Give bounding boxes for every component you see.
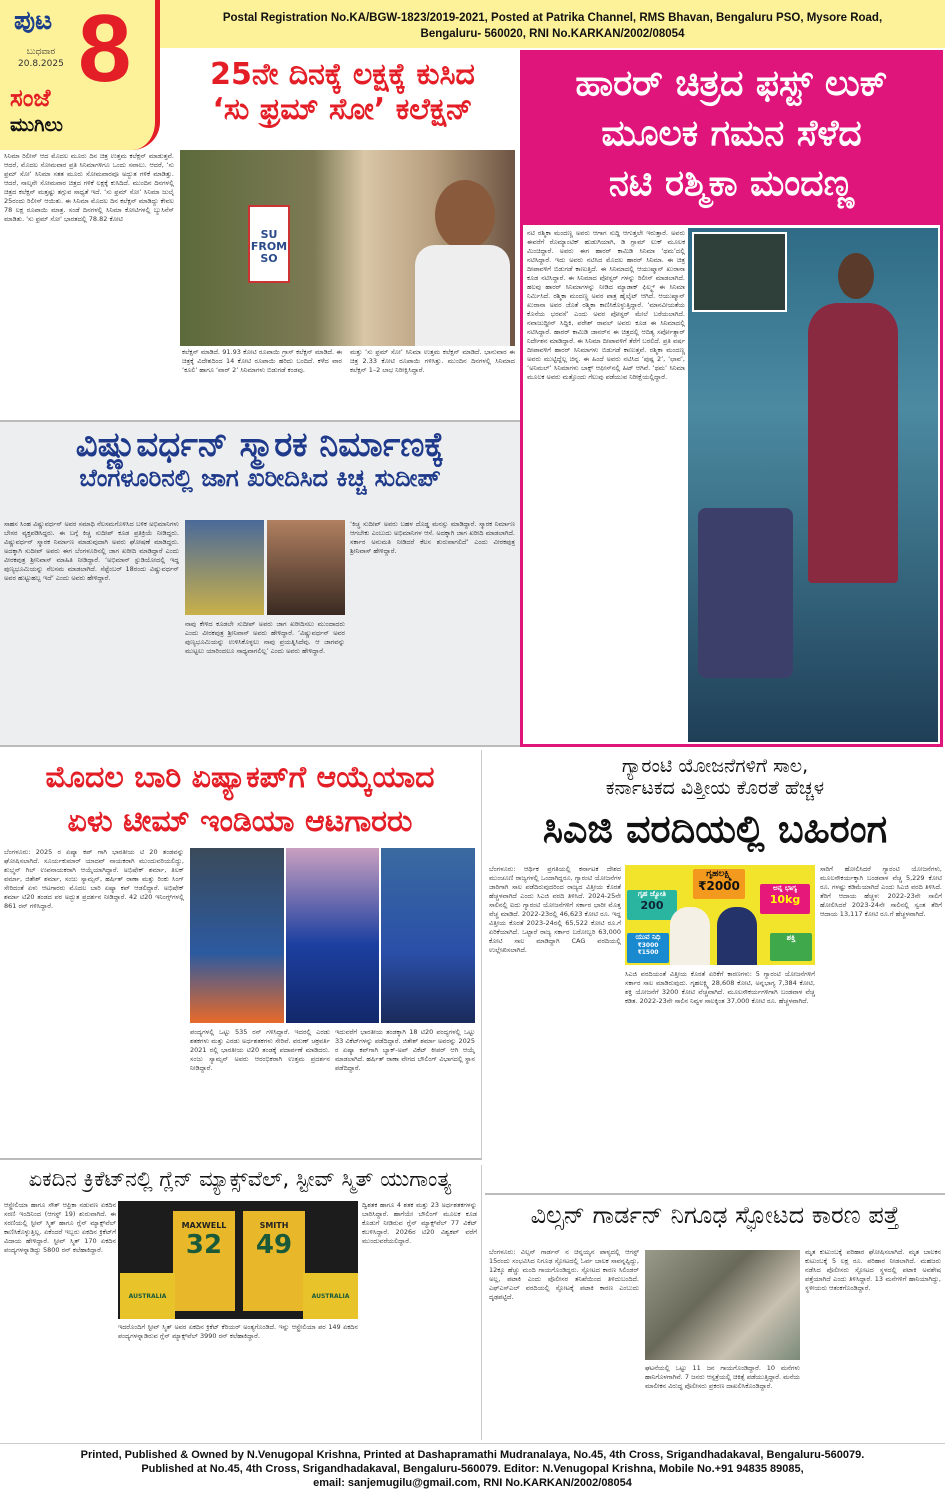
card-title: ಯುವ ನಿಧಿ [635,933,661,941]
actress-photo [688,228,938,742]
paper-title-line1: ಸಂಜೆ [10,84,51,112]
article-body: ಮತ್ತು ‘ಸು ಫ್ರಮ್ ಸೋ’ ಸಿನಿಮಾ ಉತ್ತಮ ಕಲೆಕ್ಷನ್ ಮಾಡಿದೆ. ಭಾನುವಾರ ಈ ಚಿತ್ರ 2.33 ಕೋಟಿ ರೂಪಾಯಿ ಗಳಿಸಿತ್ತು. ಮುಂದಿನ ದಿನಗಳಲ್ಲಿ ಸಿನಿಮಾದ ಕಲೆಕ್ಷನ್ 1–2 ಲಾಭ ನಿರೀಕ್ಷಿಸಿದ್ದಾರೆ. [350,348,515,374]
guarantee-infographic [625,865,815,965]
headline-line1: ವಿಷ್ಣುವರ್ಧನ್ ಸ್ಮಾರಕ ನಿರ್ಮಾಣಕ್ಕೆ [75,425,445,465]
postal-line2: Bengaluru- 560020, RNI No.KARKAN/2002/08054 [420,28,685,40]
article-body: ಘಟನೆಯಲ್ಲಿ ಒಟ್ಟು 11 ಜನ ಗಾಯಗೊಂಡಿದ್ದಾರೆ. 10 ಮನೆಗಳು ಹಾನಿಗೊಳಗಾಗಿವೆ. 7 ಜನರು ಆಸ್ಪತ್ರೆಯಲ್ಲಿ ಚಿಕಿತ್ಸೆ ಪಡೆಯುತ್ತಿದ್ದಾರೆ. ಮನೆಯ ಮಾಲೀಕನ ವಿರುದ್ಧ ಪೊಲೀಸರು ಪ್ರಕರಣ ದಾಖಲಿಸಿಕೊಂಡಿದ್ದಾರೆ. [645,1364,800,1390]
article-body: ಬೆಂಗಳೂರು: 2025 ರ ಏಷ್ಯಾ ಕಪ್ ಗಾಗಿ ಭಾರತೀಯ ಟಿ 20 ತಂಡವನ್ನು ಘೋಷಿಸಲಾಗಿದೆ. ಸೂರ್ಯಕುಮಾರ್ ಯಾದವ್ ನಾಯಕರಾಗಿ ಮುಂದುವರಿಯಲಿದ್ದು, ಶುಭ್ಮನ್ ಗಿಲ್ ಉಪನಾಯಕರಾಗಿ ಆಯ್ಕೆಯಾಗಿದ್ದಾರೆ. ಅಭಿಷೇಕ್ ಶರ್ಮಾ, ತಿಲಕ್ ವರ್ಮಾ, ಜಿತೇಶ್ ಶರ್ಮಾ, ಸಂಜು ಸ್ಯಾಮ್ಸನ್, ಹರ್ಷಿತ್ ರಾಣಾ ಮತ್ತು ರಿಂಕು ಸಿಂಗ್ ಸೇರಿದಂತೆ ಏಳು ಆಟಗಾರರು ಮೊದಲ ಬಾರಿ ಏಷ್ಯಾ ಕಪ್ ಆಡಲಿದ್ದಾರೆ. ಅಭಿಷೇಕ್ ಶರ್ಮಾ ಟಿ20 ತಂಡದ ಪರ ಅದ್ಭುತ ಪ್ರದರ್ಶನ ನೀಡಿದ್ದಾರೆ. 42 ಟಿ20 ಇನಿಂಗ್ಸ್‌ಗಳಲ್ಲಿ 861 ರನ್ ಗಳಿಸಿದ್ದಾರೆ. [4,848,184,910]
article-body: ಬೆಂಗಳೂರು: ಆರ್ಥಿಕ ಪ್ರಗತಿಯಲ್ಲಿ ಕರ್ನಾಟಕ ದೇಶದ ಮುಂಚೂಣಿ ರಾಜ್ಯಗಳಲ್ಲಿ ಒಂದಾಗಿದ್ದರೂ, ಗ್ಯಾರಂಟಿ ಯೋಜನೆಗಳ ಜಾರಿಗಾಗಿ ಸಾಲ ಪಡೆದಿರುವುದರಿಂದ ರಾಜ್ಯದ ವಿತ್ತೀಯ ಕೊರತೆ ಹೆಚ್ಚಳವಾಗಿದೆ ಎಂದು ಸಿಎಜಿ ವರದಿ ತಿಳಿಸಿದೆ. 2024-25ನೇ ಸಾಲಿನಲ್ಲಿ ಐದು ಗ್ಯಾರಂಟಿ ಯೋಜನೆಗಳಿಗೆ ಸರ್ಕಾರ ಭಾರೀ ಮೊತ್ತ ವೆಚ್ಚ ಮಾಡಿದೆ. 2022-23ರಲ್ಲಿ 46,623 ಕೋಟಿ ರೂ. ಇದ್ದ ವಿತ್ತೀಯ ಕೊರತೆ 2023-24ರಲ್ಲಿ 65,522 ಕೋಟಿ ರೂ.ಗೆ ಏರಿಕೆಯಾಗಿದೆ. ಒಟ್ಟಾರೆ ರಾಜ್ಯ ಸರ್ಕಾರ ಬರೋಬ್ಬರಿ 63,000 ಕೋಟಿ ಸಾಲ ಮಾಡಿದ್ದಾಗಿ CAG ವರದಿಯಲ್ಲಿ ಉಲ್ಲೇಖಿಸಲಾಗಿದೆ. [489,865,621,954]
article-cag-report [485,750,945,1195]
jersey-number: 32 [185,1230,223,1260]
article-body: ಮೃತ ಕುಟುಂಬಕ್ಕೆ ಪರಿಹಾರ ಘೋಷಿಸಲಾಗಿದೆ. ಮೃತ ಬಾಲಕನ ಕುಟುಂಬಕ್ಕೆ 5 ಲಕ್ಷ ರೂ. ಪರಿಹಾರ ನೀಡಲಾಗಿದೆ. ಮಹಜರು ನಡೆಸಿದ ಪೊಲೀಸರು ಸ್ಫೋಟದ ಸ್ಥಳದಲ್ಲಿ ಪಟಾಕಿ ಅವಶೇಷ ಪತ್ತೆಯಾಗಿದೆ ಎಂದು ತಿಳಿಸಿದ್ದಾರೆ. 13 ಮನೆಗಳಿಗೆ ಹಾನಿಯಾಗಿದ್ದು, ಸ್ಥಳೀಯರು ಆತಂಕಗೊಂಡಿದ್ದಾರೆ. [805,1248,941,1292]
footer-line1: Printed, Published & Owned by N.Venugopal Krishna, Printed at Dashapramathi Mudranalaya, No.45, 4th Cross, Srigandhadakaval, Bengaluru-560079. [80,1449,865,1461]
person-cm [670,907,710,965]
headline [0,756,480,844]
headline-line2: ಬೆಂಗಳೂರಿನಲ್ಲಿ ಜಾಗ ಖರೀದಿಸಿದ ಕಿಚ್ಚ ಸುದೀಪ್ [79,464,441,493]
article-body: ನಾವು ಕೇಳಿದ ಕೂಡಲೇ ಸುದೀಪ್ ಅವರು ಜಾಗ ಖರೀದಿಸಲು ಮುಂದಾದರು ಎಂದು ವೀರಕಪುತ್ರ ಶ್ರೀನಿವಾಸ್ ಅವರು ಹೇಳಿದ್ದಾರೆ. ‘ವಿಷ್ಣುವರ್ಧನ್ ಅವರ ಪುಣ್ಯಭೂಮಿಯನ್ನು ಉಳಿಸಿಕೊಳ್ಳಲು ನಾವು ಪ್ರಯತ್ನಿಸಿದೆವು. ಆ ಜಾಗವನ್ನು ಮುಟ್ಟಲು ಯಾರಿಂದಲೂ ಸಾಧ್ಯವಾಗಲಿಲ್ಲ’ ಎಂದು ಅವರು ಹೇಳಿದ್ದಾರೆ. [185,620,345,655]
card-value: ₹3000 ₹1500 [637,942,659,956]
player-photo [381,848,475,1023]
article-body: ಸಿಎಜಿ ವರದಿಯಂತೆ ವಿತ್ತೀಯ ಕೊರತೆ ಏರಿಕೆಗೆ ಕಾರಣಗಳು: 5 ಗ್ಯಾರಂಟಿ ಯೋಜನೆಗಳಿಗೆ ಸರ್ಕಾರ ಸಾಲ ಮಾಡಿರುವುದು. ಗೃಹಲಕ್ಷ್ಮಿ 28,608 ಕೋಟಿ, ಅನ್ನಭಾಗ್ಯ 7,384 ಕೋಟಿ, ಶಕ್ತಿ ಯೋಜನೆಗೆ 3200 ಕೋಟಿ ವೆಚ್ಚವಾಗಿದೆ. ಮೂಲಸೌಕರ್ಯಗಳಿಗಾಗಿ ಬಂಡವಾಳ ವೆಚ್ಚ ಕಡಿತ. 2022-23ನೇ ಸಾಲಿನ ನಿವ್ವಳ ಸಾಲಕ್ಕಿಂತ 37,000 ಕೋಟಿ ರೂ. ಹೆಚ್ಚಳವಾಗಿದೆ. [625,970,815,1005]
article-rashmika [520,50,943,747]
page-number: 8 [78,0,132,102]
card-value: ₹2000 [698,879,740,893]
headline-line2: ಮೂಲಕ ಗಮನ ಸೆಳೆದ [601,113,862,154]
article-body: ಇದುವರೆಗೆ ಭಾರತೀಯ ತಂಡಕ್ಕಾಗಿ 18 ಟಿ20 ಪಂದ್ಯಗಳಲ್ಲಿ ಒಟ್ಟು 33 ವಿಕೆಟ್‌ಗಳನ್ನು ಪಡೆದಿದ್ದಾರೆ. ಜಿತೇಶ್ ಶರ್ಮಾ ಅವರನ್ನು 2025 ರ ಏಷ್ಯಾ ಕಪ್‌ಗಾಗಿ ಬ್ಯಾಕ್-ಅಪ್ ವಿಕೆಟ್ ಕೀಪರ್ ಆಗಿ ಆಯ್ಕೆ ಮಾಡಲಾಗಿದೆ. ಹರ್ಷಿತ್ ರಾಣಾ ವೇಗದ ಬೌಲಿಂಗ್ ವಿಭಾಗದಲ್ಲಿ ಸ್ಥಾನ ಪಡೆದಿದ್ದಾರೆ. [335,1028,475,1072]
headline-line2: ‘ಸು ಫ್ರಮ್ ಸೋ’ ಕಲೆಕ್ಷನ್ [212,91,473,127]
headline: ಸಿಎಜಿ ವರದಿಯಲ್ಲಿ ಬಹಿರಂಗ [542,807,888,851]
film-still-photo [180,150,515,346]
headline-line1: ಮೊದಲ ಬಾರಿ ಏಷ್ಯಾಕಪ್‌ಗೆ ಆಯ್ಕೆಯಾದ [45,760,435,795]
article-wilson-garden [485,1200,945,1440]
headline [523,59,940,209]
card-value: 10kg [769,893,801,906]
article-body: ಆಸ್ಟ್ರೇಲಿಯಾ ಹಾಗೂ ಸೌತ್ ಆಫ್ರಿಕಾ ನಡುವಣ ಏಕದಿನ ಸರಣಿ ಇಂದಿನಿಂದ (ಆಗಸ್ಟ್ 19) ಶುರುವಾಗಿದೆ. ಈ ಸರಣಿಯಲ್ಲಿ ಸ್ಟೀವ್ ಸ್ಮಿತ್ ಹಾಗೂ ಗ್ಲೆನ್ ಮ್ಯಾಕ್ಸ್‌ವೆಲ್ ಕಾಣಿಸಿಕೊಳ್ಳುತ್ತಿಲ್ಲ. ಏಕೆಂದರೆ ಇಬ್ಬರು ಏಕದಿನ ಕ್ರಿಕೆಟ್‌ಗೆ ವಿದಾಯ ಹೇಳಿದ್ದಾರೆ. ಸ್ಟೀವ್ ಸ್ಮಿತ್ 170 ಏಕದಿನ ಪಂದ್ಯಗಳನ್ನಾಡಿದ್ದು 5800 ರನ್ ಕಲೆಹಾಕಿದ್ದಾರೆ. [4,1201,116,1254]
jerseys-photo [118,1201,358,1319]
article-body: ನಟಿ ರಶ್ಮಿಕಾ ಮಂದಣ್ಣ ಅವರು ಆಗಾಗ ಸುದ್ದಿ ಆಗುತ್ತಲೇ ಇರುತ್ತಾರೆ. ಅವರು ಈವರೆಗೆ ರೊಮ್ಯಾಂಟಿಕ್ ಹುಡುಗಿಯಾಗಿ, ಡಿ ಗ್ಲಾಮ್ ಲುಕ್ ಮೂಲಕ ಮಿಂಚಿದ್ದಾರೆ. ಅವರು ಈಗ ಹಾರರ್ ಕಾಮಿಡಿ ಸಿನಿಮಾ ‘ಥಮ’ದಲ್ಲಿ ನಟಿಸಿದ್ದಾರೆ. ಇದು ಅವರು ನಟಿಸಿದ ಮೊದಲ ಹಾರರ್ ಸಿನಿಮಾ. ಈ ಚಿತ್ರ ದೀಪಾವಳಿಗೆ ಬಿಡುಗಡೆ ಕಾಣುತ್ತಿದೆ. ಈ ಸಿನಿಮಾದಲ್ಲಿ ಆಯುಷ್ಮಾನ್ ಖುರಾನಾ ಕೂಡ ನಟಿಸಿದ್ದಾರೆ. ಈ ಸಿನಿಮಾದ ಪೋಸ್ಟರ್ ಗಳನ್ನು ರಿಲೀಸ್ ಮಾಡಲಾಗಿದೆ. ಹಲವು ಹಾರರ್ ಸಿನಿಮಾಗಳನ್ನು ನೀಡಿದ ಮ್ಯಾಡಾಕ್ ಫಿಲ್ಮ್ಸ್ ಈ ಸಿನಿಮಾ ನಿರ್ಮಿಸಿದೆ. ರಶ್ಮಿಕಾ ಮಂದಣ್ಣ ಅವರ ಪಾತ್ರ ಹೈಲೈಟ್ ಆಗಿದೆ. ಆಯುಷ್ಮಾನ್ ಖುರಾನಾ ಅವರ ಜೊತೆ ರಶ್ಮಿಕಾ ಕಾಣಿಸಿಕೊಳ್ಳುತ್ತಿದ್ದಾರೆ. ‘ಮಾನವೀಯತೆಯ ಕೊನೆಯ ಭರವಸೆ’ ಎಂದು ಅವರ ಪೋಸ್ಟರ್ ಮೇಲೆ ಬರೆಯಲಾಗಿದೆ. ನವಾಜುದ್ದೀನ್ ಸಿದ್ದಿಕಿ, ಪರೇಶ್ ರಾವಲ್ ಅವರು ಕೂಡ ಈ ಸಿನಿಮಾದಲ್ಲಿ ನಟಿಸಿದ್ದಾರೆ. ಹಾರರ್ ಕಾಮಿಡಿ ಜಾನರ್‌ನ ಈ ಚಿತ್ರದಲ್ಲಿ ಆದಿತ್ಯ ಸರ್ಪೋತ್ದಾರ್ ನಿರ್ದೇಶನ ಮಾಡಿದ್ದಾರೆ. ಈ ಸಿನಿಮಾ ದೀಪಾವಳಿಗೆ ತೆರೆಗೆ ಬರಲಿದೆ. ಪ್ರತಿ ವರ್ಷ ದೀಪಾವಳಿಗೆ ಹಾರರ್ ಸಿನಿಮಾಗಳು ಬಿಡುಗಡೆ ಕಾಣುತ್ತವೆ. ರಶ್ಮಿಕಾ ಮಂದಣ್ಣ ಅವರು ಮುಟ್ಟಿದ್ದೆಲ್ಲ ಚಿನ್ನ. ಈ ಹಿಂದೆ ಅವರು ನಟಿಸಿದ ‘ಪುಷ್ಪ 2’, ‘ಛಾವ’, ‘ಅನಿಮಲ್’ ಸಿನಿಮಾಗಳು ಬಾಕ್ಸ್ ಆಫೀಸ್‌ನಲ್ಲಿ ಹಿಟ್ ಆಗಿವೆ. ‘ಥಮ’ ಸಿನಿಮಾ ಮೂಲಕ ಅವರು ಮತ್ತೊಂದು ಗೆಲುವು ಪಡೆಯುವ ನಿರೀಕ್ಷೆಯಲ್ಲಿದ್ದಾರೆ. [527,229,685,381]
postal-registration [160,0,945,48]
article-body: ಪಂದ್ಯಗಳಲ್ಲಿ ಒಟ್ಟು 535 ರನ್ ಗಳಿಸಿದ್ದಾರೆ. ಇದರಲ್ಲಿ ಎರಡು ಶತಕಗಳು ಮತ್ತು ಎರಡು ಅರ್ಧಶತಕಗಳು ಸೇರಿವೆ. ವರುಣ್ ಚಕ್ರವರ್ತಿ 2021 ರಲ್ಲಿ ಭಾರತೀಯ ಟಿ20 ತಂಡಕ್ಕೆ ಪದಾರ್ಪಣೆ ಮಾಡಿದರು. ಸಂಜು ಸ್ಯಾಮ್ಸನ್ ಅವರು ಆರಂಭಿಕರಾಗಿ ಉತ್ತಮ ಪ್ರದರ್ಶನ ನೀಡಿದ್ದಾರೆ. [190,1028,330,1072]
sudeep-portrait [267,520,346,615]
article-body: ದ್ವಿಶತಕ ಹಾಗೂ 4 ಶತಕ ಮತ್ತು 23 ಅರ್ಧಶತಕಗಳನ್ನು ಬಾರಿಸಿದ್ದಾರೆ. ಹಾಗೆಯೇ ಬೌಲಿಂಗ್ ಮೂಲಕ ಕೂಡ ಕೊಡುಗೆ ನೀಡಿರುವ ಗ್ಲೆನ್ ಮ್ಯಾಕ್ಸ್‌ವೆಲ್ 77 ವಿಕೆಟ್ ಕಬಳಿಸಿದ್ದಾರೆ. 2026ರ ಟಿ20 ವಿಶ್ವಕಪ್ ವರೆಗೆ ಮುಂದುವರೆಯಲಿದ್ದಾರೆ. [362,1201,477,1245]
date: 20.8.2025 [18,59,64,69]
actress-dress [808,303,898,583]
postal-line1: Postal Registration No.KA/BGW-1823/2019-2021, Posted at Patrika Channel, RMS Bhavan, Bengaluru PSO, Mysore Road, [222,12,883,24]
suitcase [698,508,793,678]
article-maxwell-smith [0,1165,482,1440]
jersey-number: 49 [255,1230,293,1260]
event-photo [185,520,264,615]
article-body: ‘ಕಿಚ್ಚ ಸುದೀಪ್ ಅವರು ಬಹಳ ದೊಡ್ಡ ಮನಸ್ಸು ಮಾಡಿದ್ದಾರೆ. ಸ್ಮಾರಕ ನಿರ್ಮಾಣ ಆಗಬೇಕು ಎಂಬುದು ಅಭಿಮಾನಿಗಳ ಆಸೆ. ಅದಕ್ಕಾಗಿ ಜಾಗ ಖರೀದಿ ಮಾಡಲಾಗಿದೆ. ಸರ್ಕಾರ ಅನುಮತಿ ನೀಡಿದರೆ ಕೆಲಸ ಶುರುವಾಗಲಿದೆ’ ಎಂದು ವೀರಕಪುತ್ರ ಶ್ರೀನಿವಾಸ್ ಹೇಳಿದ್ದಾರೆ. [350,520,515,555]
imprint-footer [0,1443,945,1491]
weekday: ಬುಧವಾರ [26,47,56,57]
maxwell-jersey [173,1211,235,1311]
smith-player: AUSTRALIA [303,1273,358,1319]
actor-portrait [435,180,495,250]
inset-photo [692,232,787,312]
article-asia-cup [0,750,482,1160]
player-photo [286,848,380,1023]
sudeep-photos [185,520,345,615]
maxwell-player: AUSTRALIA [120,1273,175,1319]
headline-line2: ಏಳು ಟೀಮ್ ಇಂಡಿಯಾ ಆಟಗಾರರು [67,804,413,839]
page-label: ಪುಟ [14,6,53,36]
headline-line1: ಹಾರರ್ ಚಿತ್ರದ ಫಸ್ಟ್ ಲುಕ್ [575,63,888,104]
subheadline-line1: ಗ್ಯಾರಂಟಿ ಯೋಜನೆಗಳಿಗೆ ಸಾಲ, [621,755,809,777]
article-body: ಇದರೊಂದಿಗೆ ಸ್ಟೀವ್ ಸ್ಮಿತ್ ಅವರ ಏಕದಿನ ಕ್ರಿಕೆಟ್ ಕೆರಿಯರ್ ಅಂತ್ಯಗೊಂಡಿದೆ. ಇನ್ನು ಆಸ್ಟ್ರೇಲಿಯಾ ಪರ 149 ಏಕದಿನ ಪಂದ್ಯಗಳನ್ನಾಡಿರುವ ಗ್ಲೆನ್ ಮ್ಯಾಕ್ಸ್‌ವೆಲ್ 3990 ರನ್ ಕಲೆಹಾಕಿದ್ದಾರೆ. [118,1323,358,1340]
footer-line2: Published at No.45, 4th Cross, Srigandhadakaval, Bengaluru-560079. Editor: N.Venugopal Krishna, Mobile No.+91 94835 89085, [141,1463,804,1475]
player-photo [190,848,284,1023]
headline: ಏಕದಿನ ಕ್ರಿಕೆಟ್‌ನಲ್ಲಿ ಗ್ಲೆನ್ ಮ್ಯಾಕ್ಸ್‌ವೆಲ್, ಸ್ಟೀವ್ ಸ್ಮಿತ್ ಯುಗಾಂತ್ಯ [28,1167,452,1191]
gruha-jyothi-card [627,890,677,920]
person-dcm [717,907,757,965]
article-vishnuvardhan [0,422,520,747]
explosion-site-photo [645,1250,800,1360]
article-su-from-so [0,50,520,422]
headline: ವಿಲ್ಸನ್ ಗಾರ್ಡನ್ ನಿಗೂಢ ಸ್ಫೋಟದ ಕಾರಣ ಪತ್ತೆ [530,1201,900,1229]
actress-head [838,253,874,299]
yuva-nidhi-card [627,933,669,963]
subheadline-line2: ಕರ್ನಾಟಕದ ವಿತ್ತೀಯ ಕೊರತೆ ಹೆಚ್ಚಳ [605,776,825,799]
poster-logo: SU FROM SO [248,205,290,283]
article-body: ಕಲೆಕ್ಷನ್ ಮಾಡಿದೆ. 91.93 ಕೋಟಿ ರೂಪಾಯಿ ಗ್ರಾಸ್ ಕಲೆಕ್ಷನ್ ಮಾಡಿದೆ. ಈ ಚಿತ್ರಕ್ಕೆ ವಿದೇಶದಿಂದ 14 ಕೋಟಿ ರೂಪಾಯಿ ಹರಿದು ಬಂದಿದೆ. ಕಳೆದ ವಾರ ‘ಕೂಲಿ’ ಹಾಗೂ ‘ವಾರ್ 2’ ಸಿನಿಮಾಗಳು ಬಿಡುಗಡೆ ಕಂಡವು. [182,348,342,374]
shakti-card: ಶಕ್ತಿ [770,933,812,961]
actor-shirt [415,245,510,346]
footer-line3: email: sanjemugilu@gmail.com, RNI No.KARKAN/2002/08054 [313,1477,632,1489]
gruhalakshmi-card [693,869,745,899]
anna-bhagya-card [760,884,810,914]
card-title: ಗೃಹ ಜ್ಯೋತಿ [637,890,667,898]
card-value: 200 [640,899,664,912]
headline [0,426,520,493]
headline-line1: 25ನೇ ದಿನಕ್ಕೆ ಲಕ್ಷಕ್ಕೆ ಕುಸಿದ [210,57,475,92]
jersey-name: SMITH [259,1221,289,1230]
article-body: ಸಾಹಸ ಸಿಂಹ ವಿಷ್ಣುವರ್ಧನ್ ಅವರ ಸಮಾಧಿ ನೆಲಸಮಗೊಳಿಸಿದ ಬಳಿಕ ಅಭಿಮಾನಿಗಳು ಬೇಸರ ವ್ಯಕ್ತಪಡಿಸಿದ್ದರು. ಈ ಬಗ್ಗೆ ಕಿಚ್ಚ ಸುದೀಪ್ ಕೂಡ ಪ್ರತಿಕ್ರಿಯೆ ನೀಡಿದ್ದರು. ವಿಷ್ಣುವರ್ಧನ್ ಸ್ಮಾರಕ ನಿರ್ಮಾಣ ಮಾಡುವುದಾಗಿ ಅವರು ಘೋಷಣೆ ಮಾಡಿದ್ದರು. ಅದಕ್ಕಾಗಿ ಸುದೀಪ್ ಅವರು ಈಗ ಬೆಂಗಳೂರಿನಲ್ಲಿ ಜಾಗ ಖರೀದಿ ಮಾಡಿದ್ದಾರೆ ಎಂದು ವೀರಕಪುತ್ರ ಶ್ರೀನಿವಾಸ್ ಮಾಹಿತಿ ನೀಡಿದ್ದಾರೆ. ‘ಅಭಿಮಾನ್ ಸ್ಟುಡಿಯೋದಲ್ಲಿ ಇದ್ದ ಪುಣ್ಯಭೂಮಿಯನ್ನು ನೆಲಸಮ ಮಾಡಲಾಗಿದೆ. ಸೆಪ್ಟೆಂಬರ್ 18ರಂದು ವಿಷ್ಣುವರ್ಧನ್ ಅವರ ಹುಟ್ಟುಹಬ್ಬ ಇದೆ’ ಎಂದು ಅವರು ಹೇಳಿದ್ದಾರೆ. [4,520,179,582]
card-title: ಅನ್ನ ಭಾಗ್ಯ [773,884,797,892]
article-body: ಬೆಂಗಳೂರು: ವಿಲ್ಸನ್ ಗಾರ್ಡನ್ ನ ಚಿನ್ನಯ್ಯನ ಪಾಳ್ಯದಲ್ಲಿ ಆಗಸ್ಟ್ 15ರಂದು ಸಂಭವಿಸಿದ ನಿಗೂಢ ಸ್ಫೋಟದಲ್ಲಿ ಓರ್ವ ಬಾಲಕ ಸಾವನ್ನಪ್ಪಿದ್ದು, 12ಕ್ಕೂ ಹೆಚ್ಚು ಮಂದಿ ಗಾಯಗೊಂಡಿದ್ದರು. ಸ್ಫೋಟದ ಕಾರಣ ಸಿಲಿಂಡರ್ ಅಲ್ಲ, ಪಟಾಕಿ ಎಂದು ಪೊಲೀಸರ ತನಿಖೆಯಿಂದ ತಿಳಿದುಬಂದಿದೆ. ಎಫ್‌ಎಸ್‌ಎಲ್ ವರದಿಯಲ್ಲಿ ಸ್ಫೋಟಕ್ಕೆ ಪಟಾಕಿ ಕಾರಣ ಎಂಬುದು ದೃಢಪಟ್ಟಿದೆ. [489,1248,639,1301]
jersey-name: MAXWELL [181,1221,227,1230]
card-title: ಗೃಹಲಕ್ಷ್ಮಿ [706,869,732,879]
headline-line3: ನಟಿ ರಶ್ಮಿಕಾ ಮಂದಣ್ಣ [608,163,855,204]
article-body: ಸಾರಿಗೆ ಹೋಲಿಸಿದರೆ ಗ್ಯಾರಂಟಿ ಯೋಜನೆಗಳು, ಮೂಲಸೌಕರ್ಯಕ್ಕಾಗಿ ಬಂಡವಾಳ ವೆಚ್ಚ 5,229 ಕೋಟಿ ರೂ. ಗಳಷ್ಟು ಕಡಿಮೆಯಾಗಿದೆ ಎಂದು ಸಿಎಜಿ ವರದಿ ತಿಳಿಸಿದೆ. ತೆರಿಗೆ ಆದಾಯ ಹೆಚ್ಚಳ: 2022-23ನೇ ಸಾಲಿಗೆ ಹೋಲಿಸಿದರೆ 2023-24ನೇ ಸಾಲಿನಲ್ಲಿ ಸ್ವಂತ ತೆರಿಗೆ ಆದಾಯ 13,117 ಕೋಟಿ ರೂ.ಗೆ ಹೆಚ್ಚಳವಾಗಿದೆ. [820,865,942,918]
subheadline [485,756,945,800]
headline [165,58,520,127]
smith-jersey [243,1211,305,1311]
players-photo [190,848,475,1023]
paper-title-line2: ಮುಗಿಲು [10,114,63,136]
article-body: ಸಿನಿಮಾ ರಿಲೀಸ್ ಆದ ಮೊದಲ ಮೂರು ದಿನ ಚಿತ್ರ ಉತ್ತಮ ಕಲೆಕ್ಷನ್ ಮಾಡುತ್ತವೆ. ಆದರೆ, ಮೊದಲ ಸೋಮವಾರ ಪ್ರತಿ ಸಿನಿಮಾಗಳಿಗೂ ಒಂದು ಸವಾಲು. ಆದರೆ, ‘ಸು ಫ್ರಮ್ ಸೋ’ ಸಿನಿಮಾ ಸತತ ಮೂರು ಸೋಮವಾರವೂ ಅದ್ಭುತ ಗಳಿಕೆ ಮಾಡಿತ್ತು. ಆದರೆ, ನಾಲ್ಕನೇ ಸೋಮವಾರ ಚಿತ್ರದ ಗಳಿಕೆ ಲಕ್ಷಕ್ಕೆ ಕುಸಿದಿದೆ. ಮುಂದಿನ ದಿನಗಳಲ್ಲಿ ಚಿತ್ರದ ಕಲೆಕ್ಷನ್ ಮತ್ತಷ್ಟು ತಗ್ಗುವ ಸಾಧ್ಯತೆ ಇದೆ. ‘ಸು ಫ್ರಮ್ ಸೋ’ ಸಿನಿಮಾ ಜುಲೈ 25ರಂದು ರಿಲೀಸ್ ಆಯಿತು. ಈ ಸಿನಿಮಾ ಮೊದಲ ದಿನ ಕಲೆಕ್ಷನ್ ಮಾಡಿದ್ದು ಕೇವಲ 78 ಲಕ್ಷ ರೂಪಾಯಿ ಮಾತ್ರ. ಸಂಡೆ ದಿನಗಳಲ್ಲಿ ಸಿನಿಮಾ ಕೋಟಿಗಳಲ್ಲಿ ಬ್ಯುಸಿನೆಸ್ ಮಾಡಿತು. 'ಸು ಫ್ರಮ್ ಸೋ' ಭಾರತದಲ್ಲಿ 78.82 ಕೋಟಿ [4,152,174,223]
